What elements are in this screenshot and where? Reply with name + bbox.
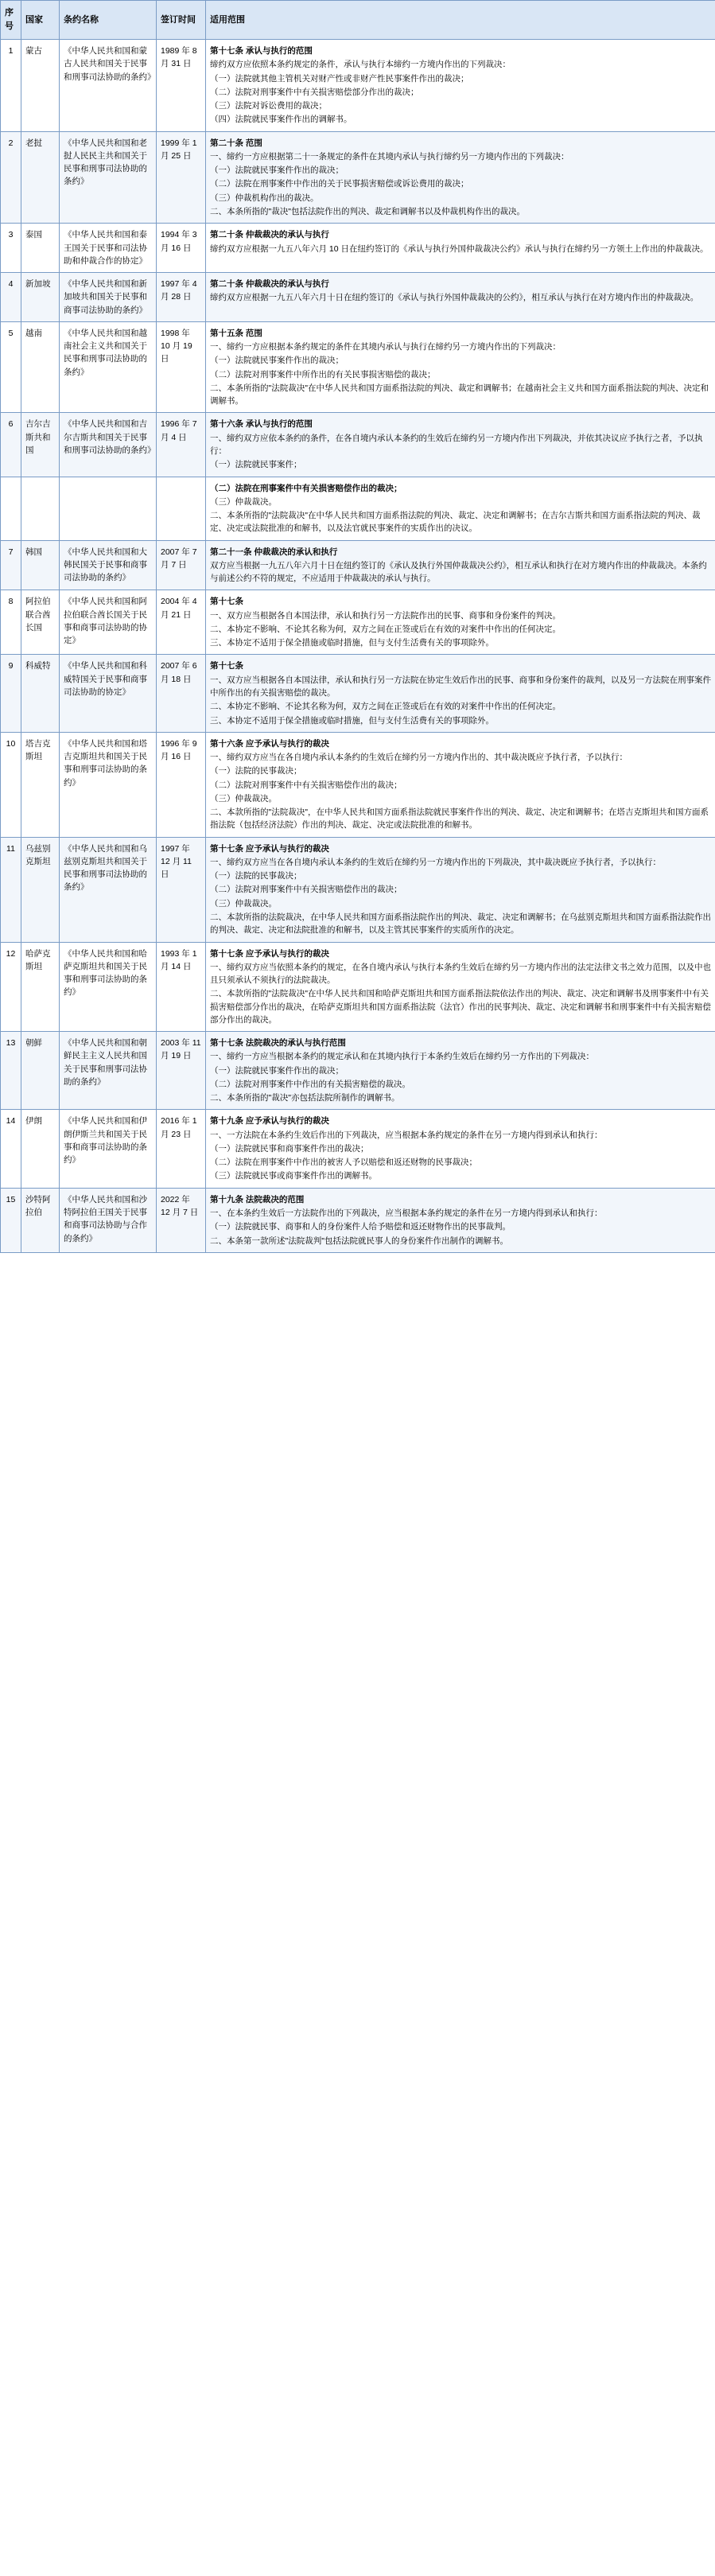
scope-paragraphs <box>210 1193 711 1247</box>
scope-paragraph: （一）法院的民事裁决； <box>210 766 302 776</box>
scope-paragraphs <box>210 948 711 1027</box>
scope-paragraph: 第十七条 应予承认与执行的裁决 <box>210 843 329 854</box>
cell-signing-date: 2007 年 6 月 18 日 <box>157 655 206 732</box>
cell-country: 沙特阿拉伯 <box>21 1188 60 1252</box>
scope-paragraphs <box>210 595 711 649</box>
cell-scope <box>206 413 715 477</box>
scope-paragraphs <box>210 1115 711 1182</box>
treaty-scope-table <box>0 0 715 1253</box>
cell-treaty-name: 《中华人民共和国和大韩民国关于民事和商事司法协助的条约》 <box>60 540 157 590</box>
scope-paragraph: 二、本条所指的"法院裁决"在中华人民共和国方面系指法院的判决、裁定、决定和调解书；在吉尔吉斯共和国方面系指法院的判决、裁定、决定或法院批准的和解书，以及法官就民事案件的实质作出的决议。 <box>210 511 701 534</box>
scope-paragraph: 第十七条 承认与执行的范围 <box>210 46 313 56</box>
scope-paragraph: 一、一方法院在本条约生效后作出的下列裁决，应当根据本条约规定的条件在另一方境内得到承认和执行： <box>210 1130 603 1140</box>
table-row <box>1 655 715 732</box>
cell-treaty-name: 《中华人民共和国和朝鲜民主主义人民共和国关于民事和刑事司法协助的条约》 <box>60 1032 157 1110</box>
scope-paragraph: 第二十一条 仲裁裁决的承认和执行 <box>210 547 338 557</box>
cell-treaty-name: 《中华人民共和国和科威特国关于民事和商事司法协助的协定》 <box>60 655 157 732</box>
scope-paragraph: （二）法院对刑事案件中有关损害赔偿作出的裁决； <box>210 780 402 790</box>
cell-index: 13 <box>1 1032 21 1110</box>
scope-paragraph: 一、缔约一方应当根据本条约的规定承认和在其境内执行于本条约生效后在缔约另一方作出的下列裁决： <box>210 1052 594 1062</box>
cell-index: 15 <box>1 1188 21 1252</box>
scope-paragraphs <box>210 842 711 937</box>
cell-signing-date: 1996 年 7 月 4 日 <box>157 413 206 477</box>
cell-scope <box>206 477 715 540</box>
cell-signing-date: 1999 年 1 月 25 日 <box>157 131 206 224</box>
cell-country: 阿拉伯联合酋长国 <box>21 590 60 655</box>
table-row <box>1 224 715 273</box>
column-header-scope: 适用范围 <box>206 1 715 40</box>
cell-signing-date: 2004 年 4 月 21 日 <box>157 590 206 655</box>
column-header-signing-date: 签订时间 <box>157 1 206 40</box>
scope-paragraph: 缔约双方应依照本条约规定的条件，承认与执行本缔约一方境内作出的下列裁决： <box>210 60 511 70</box>
scope-paragraph: 二、本条第一款所述"法院裁判"包括法院就民事人的身份案件作出制作的调解书。 <box>210 1235 508 1246</box>
cell-signing-date: 1998 年 10 月 19 日 <box>157 321 206 413</box>
cell-scope <box>206 732 715 837</box>
cell-treaty-name: 《中华人民共和国和乌兹别克斯坦共和国关于民事和刑事司法协助的条约》 <box>60 837 157 942</box>
scope-paragraph: 第十五条 范围 <box>210 328 262 338</box>
scope-paragraph: （一）法院就民事和商事案件作出的裁决； <box>210 1143 369 1154</box>
cell-signing-date: 1994 年 3 月 16 日 <box>157 224 206 273</box>
scope-paragraph: 一、缔约一方应根据第二十一条规定的条件在其境内承认与执行缔约另一方境内作出的下列裁决： <box>210 151 569 161</box>
cell-treaty-name: 《中华人民共和国和伊朗伊斯兰共和国关于民事和商事司法协助的条约》 <box>60 1110 157 1188</box>
scope-paragraph: 缔约双方应根据一九五八年六月 10 日在纽约签订的《承认与执行外国仲裁裁决公约》承认与执行在缔约另一方领土上作出的仲裁裁决。 <box>210 243 709 254</box>
cell-scope <box>206 540 715 590</box>
scope-paragraph: 第十六条 应予承认与执行的裁决 <box>210 738 329 749</box>
scope-paragraph: （一）法院的民事裁决； <box>210 871 302 881</box>
cell-index: 12 <box>1 942 21 1032</box>
cell-index: 14 <box>1 1110 21 1188</box>
cell-country: 伊朗 <box>21 1110 60 1188</box>
cell-index: 8 <box>1 590 21 655</box>
table-row <box>1 321 715 413</box>
cell-scope <box>206 590 715 655</box>
scope-paragraph: （三）仲裁裁决。 <box>210 496 277 507</box>
scope-paragraph: （一）法院就其他主管机关对财产性或非财产性民事案件作出的裁决； <box>210 73 469 84</box>
cell-treaty-name: 《中华人民共和国和泰王国关于民事和司法协助和仲裁合作的协定》 <box>60 224 157 273</box>
cell-treaty-name: 《中华人民共和国和阿拉伯联合酋长国关于民事和商事司法协助的协定》 <box>60 590 157 655</box>
scope-paragraphs <box>210 482 711 535</box>
cell-signing-date: 1997 年 12 月 11 日 <box>157 837 206 942</box>
cell-index: 6 <box>1 413 21 477</box>
scope-paragraph: 第十六条 承认与执行的范围 <box>210 419 313 430</box>
scope-paragraph: 三、本协定不适用于保全措施或临时措施，但与支付生活费有关的事项除外。 <box>210 715 494 726</box>
scope-paragraph: 二、本协定不影响、不论其名称为何，双方之间在正签或后在有效的对案件中作出的任何决定。 <box>210 702 561 712</box>
cell-signing-date: 1989 年 8 月 31 日 <box>157 40 206 132</box>
scope-paragraphs <box>210 546 711 586</box>
column-header-index: 序号 <box>1 1 21 40</box>
scope-paragraph: 第十七条 法院裁决的承认与执行范围 <box>210 1038 346 1049</box>
cell-treaty-name: 《中华人民共和国和新加坡共和国关于民事和商事司法协助的条约》 <box>60 273 157 322</box>
cell-country <box>21 477 60 540</box>
scope-paragraph: 缔约双方应根据一九五八年六月十日在纽约签订的《承认与执行外国仲裁裁决的公约》，相互承认与执行在对方境内作出的仲裁裁决。 <box>210 293 699 303</box>
scope-paragraph: 第十九条 法院裁决的范围 <box>210 1194 305 1204</box>
scope-paragraphs <box>210 278 711 305</box>
scope-paragraph: 二、本款所指的法院裁决，在中华人民共和国方面系指法院作出的判决、裁定、决定和调解书；在乌兹别克斯坦共和国方面系指法院作出的判决、裁定、决定和法院批准的和解书，以及主管其民事案件的实质所作的决定。 <box>210 912 711 936</box>
scope-paragraphs <box>210 1037 711 1104</box>
cell-scope <box>206 942 715 1032</box>
cell-scope <box>206 224 715 273</box>
cell-scope <box>206 321 715 413</box>
scope-paragraph: 一、缔约双方应当在各自境内承认本条约的生效后在缔约另一方境内作出的、其中裁决既应予执行者，予以执行： <box>210 753 628 763</box>
scope-paragraphs <box>210 737 711 832</box>
scope-paragraph: （二）法院在刑事案件中作出的被害人予以赔偿和返还财物的民事裁决； <box>210 1158 477 1168</box>
cell-treaty-name: 《中华人民共和国和蒙古人民共和国关于民事和刑事司法协助的条约》 <box>60 40 157 132</box>
cell-index: 5 <box>1 321 21 413</box>
scope-paragraph: 第二十条 仲裁裁决的承认与执行 <box>210 279 329 290</box>
cell-signing-date: 2007 年 7 月 7 日 <box>157 540 206 590</box>
cell-country: 泰国 <box>21 224 60 273</box>
cell-country: 哈萨克斯坦 <box>21 942 60 1032</box>
scope-paragraph: 二、本条所指的"法院裁决"在中华人民共和国方面系指法院的判决、裁定和调解书；在越南社会主义共和国方面系指法院的判决、决定和调解书。 <box>210 383 709 407</box>
scope-paragraph: 三、本协定不适用于保全措施或临时措施，但与支付生活费有关的事项除外。 <box>210 638 494 648</box>
scope-paragraph: 第二十条 仲裁裁决的承认与执行 <box>210 230 329 240</box>
table-row <box>1 413 715 477</box>
scope-paragraph: （二）法院在刑事案件中作出的关于民事损害赔偿或诉讼费用的裁决； <box>210 179 469 189</box>
scope-paragraph: 一、缔约双方应当依照本条约的规定，在各自境内承认与执行本条约生效后在缔约另一方境内作出的法定法律文书之效力范围，以及中也且只须承认不须执行的法院裁决。 <box>210 962 711 986</box>
scope-paragraph: 双方应当根据一九五八年六月十日在纽约签订的《承认及执行外国仲裁裁决公约》，相互承认和执行在对方境内作出的仲裁裁决。本条约与前述公约不符的规定，不应适用于仲裁裁决的承认与执行。 <box>210 560 707 584</box>
cell-country: 新加坡 <box>21 273 60 322</box>
table-row <box>1 942 715 1032</box>
table-row <box>1 837 715 942</box>
cell-index: 1 <box>1 40 21 132</box>
table-row <box>1 732 715 837</box>
cell-signing-date: 1996 年 9 月 16 日 <box>157 732 206 837</box>
scope-paragraph: （四）法院就民事案件作出的调解书。 <box>210 115 352 125</box>
scope-paragraphs <box>210 228 711 255</box>
scope-paragraph: （三）法院就民事或商事案件作出的调解书。 <box>210 1171 377 1181</box>
column-header-country: 国家 <box>21 1 60 40</box>
cell-treaty-name: 《中华人民共和国和老挝人民民主共和国关于民事和刑事司法协助的条约》 <box>60 131 157 224</box>
scope-paragraph: （二）法院对刑事案件中有关损害赔偿部分作出的裁决； <box>210 87 419 97</box>
scope-paragraph: （一）法院就民事案件； <box>210 460 302 470</box>
table-row <box>1 40 715 132</box>
scope-paragraph: 二、本条所指的"裁决"包括法院作出的判决、裁定和调解书以及仲裁机构作出的裁决。 <box>210 207 525 217</box>
cell-scope <box>206 655 715 732</box>
cell-scope <box>206 40 715 132</box>
scope-paragraph: （三）法院对诉讼费用的裁决； <box>210 101 327 111</box>
cell-country: 乌兹别克斯坦 <box>21 837 60 942</box>
cell-scope <box>206 1110 715 1188</box>
scope-paragraph: 一、缔约一方应根据本条约规定的条件在其境内承认与执行在缔约另一方境内作出的下列裁决： <box>210 342 561 352</box>
cell-index: 10 <box>1 732 21 837</box>
scope-paragraph: 一、缔约双方应依本条约的条件，在各自境内承认本条约的生效后在缔约另一方境内作出下列裁决，并依其决议应予执行之者，予以执行： <box>210 433 703 456</box>
cell-scope <box>206 837 715 942</box>
scope-paragraph: （一）法院就民事案件作出的裁决； <box>210 356 344 366</box>
cell-signing-date: 2016 年 1 月 23 日 <box>157 1110 206 1188</box>
cell-index: 7 <box>1 540 21 590</box>
scope-paragraph: 第十七条 应予承认与执行的裁决 <box>210 948 329 959</box>
table-row <box>1 540 715 590</box>
cell-index <box>1 477 21 540</box>
cell-country: 科威特 <box>21 655 60 732</box>
cell-index: 2 <box>1 131 21 224</box>
scope-paragraph: 一、在本条约生效后一方法院作出的下列裁决，应当根据本条约规定的条件在另一方境内得到承认和执行： <box>210 1208 603 1219</box>
cell-country: 朝鲜 <box>21 1032 60 1110</box>
scope-paragraph: 第十七条 <box>210 661 243 671</box>
scope-paragraph: （一）法院就民事案件作出的裁决； <box>210 165 344 176</box>
cell-country: 塔吉克斯坦 <box>21 732 60 837</box>
scope-paragraph: （三）仲裁裁决。 <box>210 898 277 909</box>
cell-scope <box>206 1032 715 1110</box>
column-header-treaty-name: 条约名称 <box>60 1 157 40</box>
scope-paragraph: 二、本协定不影响、不论其名称为何，双方之间在正签或后在有效的对案件中作出的任何决定。 <box>210 624 561 634</box>
scope-paragraph: （三）仲裁机构作出的裁决。 <box>210 193 319 203</box>
scope-paragraphs <box>210 327 711 408</box>
scope-paragraph: 二、本款所指的"法院裁决"在中华人民共和国和哈萨克斯坦共和国方面系指法院依法作出的判决、裁定、决定和调解书及刑事案件中有关损害赔偿部分作出的裁决，在哈萨克斯坦共和国方面系指法院（法官）作出的民事判决、裁定、决定和调解书和刑事案件中有关损害赔偿部分作出的裁决。 <box>210 989 711 1025</box>
scope-paragraph: 第二十条 范围 <box>210 138 262 148</box>
scope-paragraphs <box>210 45 711 126</box>
cell-country: 越南 <box>21 321 60 413</box>
cell-scope <box>206 1188 715 1252</box>
table-body <box>1 40 715 1253</box>
cell-index: 3 <box>1 224 21 273</box>
scope-paragraph: 第十九条 应予承认与执行的裁决 <box>210 1116 329 1127</box>
cell-treaty-name: 《中华人民共和国和塔吉克斯坦共和国关于民事和刑事司法协助的条约》 <box>60 732 157 837</box>
scope-paragraph: （二）法院在刑事案件中有关损害赔偿作出的裁决； <box>210 483 402 493</box>
scope-paragraph: （三）仲裁裁决。 <box>210 793 277 804</box>
cell-signing-date: 1993 年 1 月 14 日 <box>157 942 206 1032</box>
table-row <box>1 273 715 322</box>
cell-country: 蒙古 <box>21 40 60 132</box>
scope-paragraph: （二）法院对刑事案件中作出的有关损害赔偿的裁决。 <box>210 1079 410 1089</box>
cell-treaty-name: 《中华人民共和国和哈萨克斯坦共和国关于民事和刑事司法协助的条约》 <box>60 942 157 1032</box>
cell-country: 老挝 <box>21 131 60 224</box>
cell-signing-date: 2003 年 11 月 19 日 <box>157 1032 206 1110</box>
scope-paragraph: 二、本款所指的"法院裁决"，在中华人民共和国方面系指法院就民事案件作出的判决、裁定、决定和调解书；在塔吉克斯坦共和国方面系指法院（包括经济法院）作出的判决、裁定、决定或法院批准的和解书。 <box>210 807 709 831</box>
scope-paragraph: 一、缔约双方应当在各自境内承认本条约的生效后在缔约另一方境内作出的下列裁决，其中裁决既应予执行者，予以执行： <box>210 857 661 867</box>
scope-paragraphs <box>210 137 711 219</box>
cell-scope <box>206 131 715 224</box>
table-row <box>1 1032 715 1110</box>
scope-paragraph: （二）法院对刑事案件中有关损害赔偿作出的裁决； <box>210 885 402 895</box>
table-header <box>1 1 715 40</box>
scope-paragraph: 第十七条 <box>210 597 243 607</box>
cell-treaty-name: 《中华人民共和国和沙特阿拉伯王国关于民事和商事司法协助与合作的条约》 <box>60 1188 157 1252</box>
cell-treaty-name: 《中华人民共和国和吉尔吉斯共和国关于民事和刑事司法协助的条约》 <box>60 413 157 477</box>
table-row <box>1 477 715 540</box>
scope-paragraph: （二）法院对刑事案件中所作出的有关民事损害赔偿的裁决； <box>210 369 436 379</box>
scope-paragraph: （一）法院就民事案件作出的裁决； <box>210 1065 344 1076</box>
cell-index: 9 <box>1 655 21 732</box>
table-row <box>1 131 715 224</box>
cell-signing-date <box>157 477 206 540</box>
table-header-row <box>1 1 715 40</box>
cell-index: 11 <box>1 837 21 942</box>
scope-paragraphs <box>210 660 711 726</box>
scope-paragraph: 一、双方应当根据各自本国法律，承认和执行另一方法院作出的民事、商事和身份案件的判决。 <box>210 610 561 621</box>
cell-scope <box>206 273 715 322</box>
table-row <box>1 1188 715 1252</box>
cell-treaty-name: 《中华人民共和国和越南社会主义共和国关于民事和刑事司法协助的条约》 <box>60 321 157 413</box>
scope-paragraph: （一）法院就民事、商事和人的身份案件人给予赔偿和返还财物作出的民事裁判。 <box>210 1222 511 1232</box>
scope-paragraph: 二、本条所指的"裁决"亦包括法院所制作的调解书。 <box>210 1093 400 1103</box>
cell-country: 韩国 <box>21 540 60 590</box>
table-row <box>1 590 715 655</box>
cell-treaty-name <box>60 477 157 540</box>
cell-signing-date: 1997 年 4 月 28 日 <box>157 273 206 322</box>
cell-signing-date: 2022 年 12 月 7 日 <box>157 1188 206 1252</box>
table-row <box>1 1110 715 1188</box>
scope-paragraphs <box>210 418 711 471</box>
cell-index: 4 <box>1 273 21 322</box>
cell-country: 吉尔吉斯共和国 <box>21 413 60 477</box>
scope-paragraph: 一、双方应当根据各自本国法律，承认和执行另一方法院在协定生效后作出的民事、商事和身份案件的裁判，以及另一方法院在刑事案件中所作出的有关损害赔偿的裁决。 <box>210 675 711 698</box>
